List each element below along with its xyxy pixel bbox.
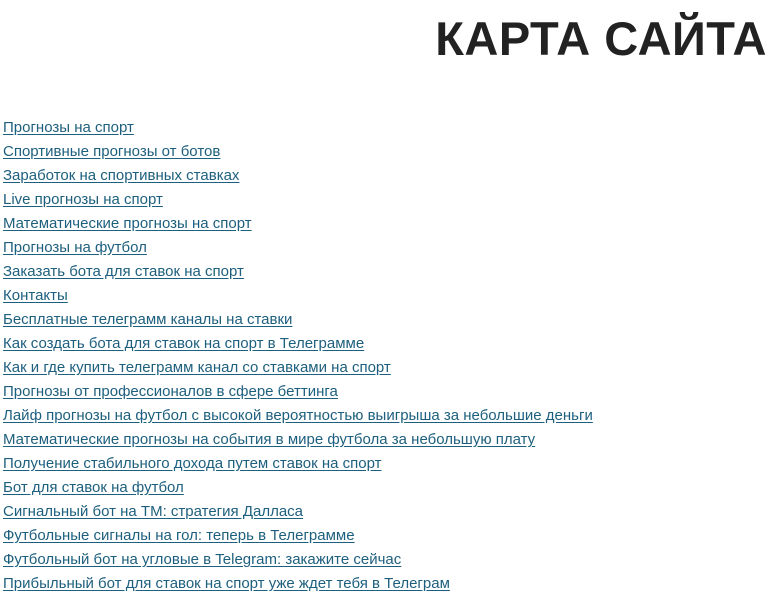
list-item: [3, 140, 593, 164]
list-item: [3, 476, 593, 500]
list-item: [3, 524, 593, 548]
sitemap-link[interactable]: Сигнальный бот на ТМ: стратегия Далласа: [3, 503, 304, 520]
sitemap-link[interactable]: Прогнозы от профессионалов в сфере беттинга: [3, 383, 338, 400]
list-item: [3, 380, 593, 404]
list-item: [3, 428, 593, 452]
sitemap-link[interactable]: Прогнозы на футбол: [3, 239, 147, 256]
list-item: [3, 188, 593, 212]
sitemap-link[interactable]: Заказать бота для ставок на спорт: [3, 263, 244, 280]
list-item: [3, 332, 593, 356]
sitemap-list: [3, 116, 593, 595]
sitemap-link[interactable]: Прибыльный бот для ставок на спорт уже ждет тебя в Телеграм: [3, 575, 450, 592]
sitemap-link[interactable]: Заработок на спортивных ставках: [3, 167, 240, 184]
sitemap-link[interactable]: Прогнозы на спорт: [3, 119, 134, 136]
list-item: [3, 116, 593, 140]
sitemap-link[interactable]: Футбольные сигналы на гол: теперь в Телеграмме: [3, 527, 355, 544]
sitemap-link[interactable]: Лайф прогнозы на футбол с высокой вероятностью выигрыша за небольшие деньги: [3, 407, 593, 424]
list-item: [3, 404, 593, 428]
sitemap-link[interactable]: Контакты: [3, 287, 68, 304]
sitemap-link[interactable]: Получение стабильного дохода путем ставок на спорт: [3, 455, 382, 472]
sitemap-link[interactable]: Как создать бота для ставок на спорт в Телеграмме: [3, 335, 365, 352]
sitemap-link[interactable]: Как и где купить телеграмм канал со ставками на спорт: [3, 359, 391, 376]
list-item: [3, 284, 593, 308]
sitemap-link[interactable]: Футбольный бот на угловые в Telegram: закажите сейчас: [3, 551, 402, 568]
list-item: [3, 260, 593, 284]
list-item: [3, 212, 593, 236]
sitemap-link[interactable]: Бесплатные телеграмм каналы на ставки: [3, 311, 293, 328]
list-item: [3, 356, 593, 380]
list-item: [3, 452, 593, 476]
list-item: [3, 164, 593, 188]
sitemap-link[interactable]: Спортивные прогнозы от ботов: [3, 143, 221, 160]
list-item: [3, 308, 593, 332]
list-item: [3, 500, 593, 524]
sitemap-link[interactable]: Математические прогнозы на события в мире футбола за небольшую плату: [3, 431, 536, 448]
page-title: КАРТА САЙТА: [435, 12, 767, 65]
list-item: [3, 572, 593, 595]
list-item: [3, 548, 593, 572]
sitemap-link[interactable]: Live прогнозы на спорт: [3, 191, 163, 208]
list-item: [3, 236, 593, 260]
sitemap-link[interactable]: Бот для ставок на футбол: [3, 479, 184, 496]
sitemap-link[interactable]: Математические прогнозы на спорт: [3, 215, 252, 232]
